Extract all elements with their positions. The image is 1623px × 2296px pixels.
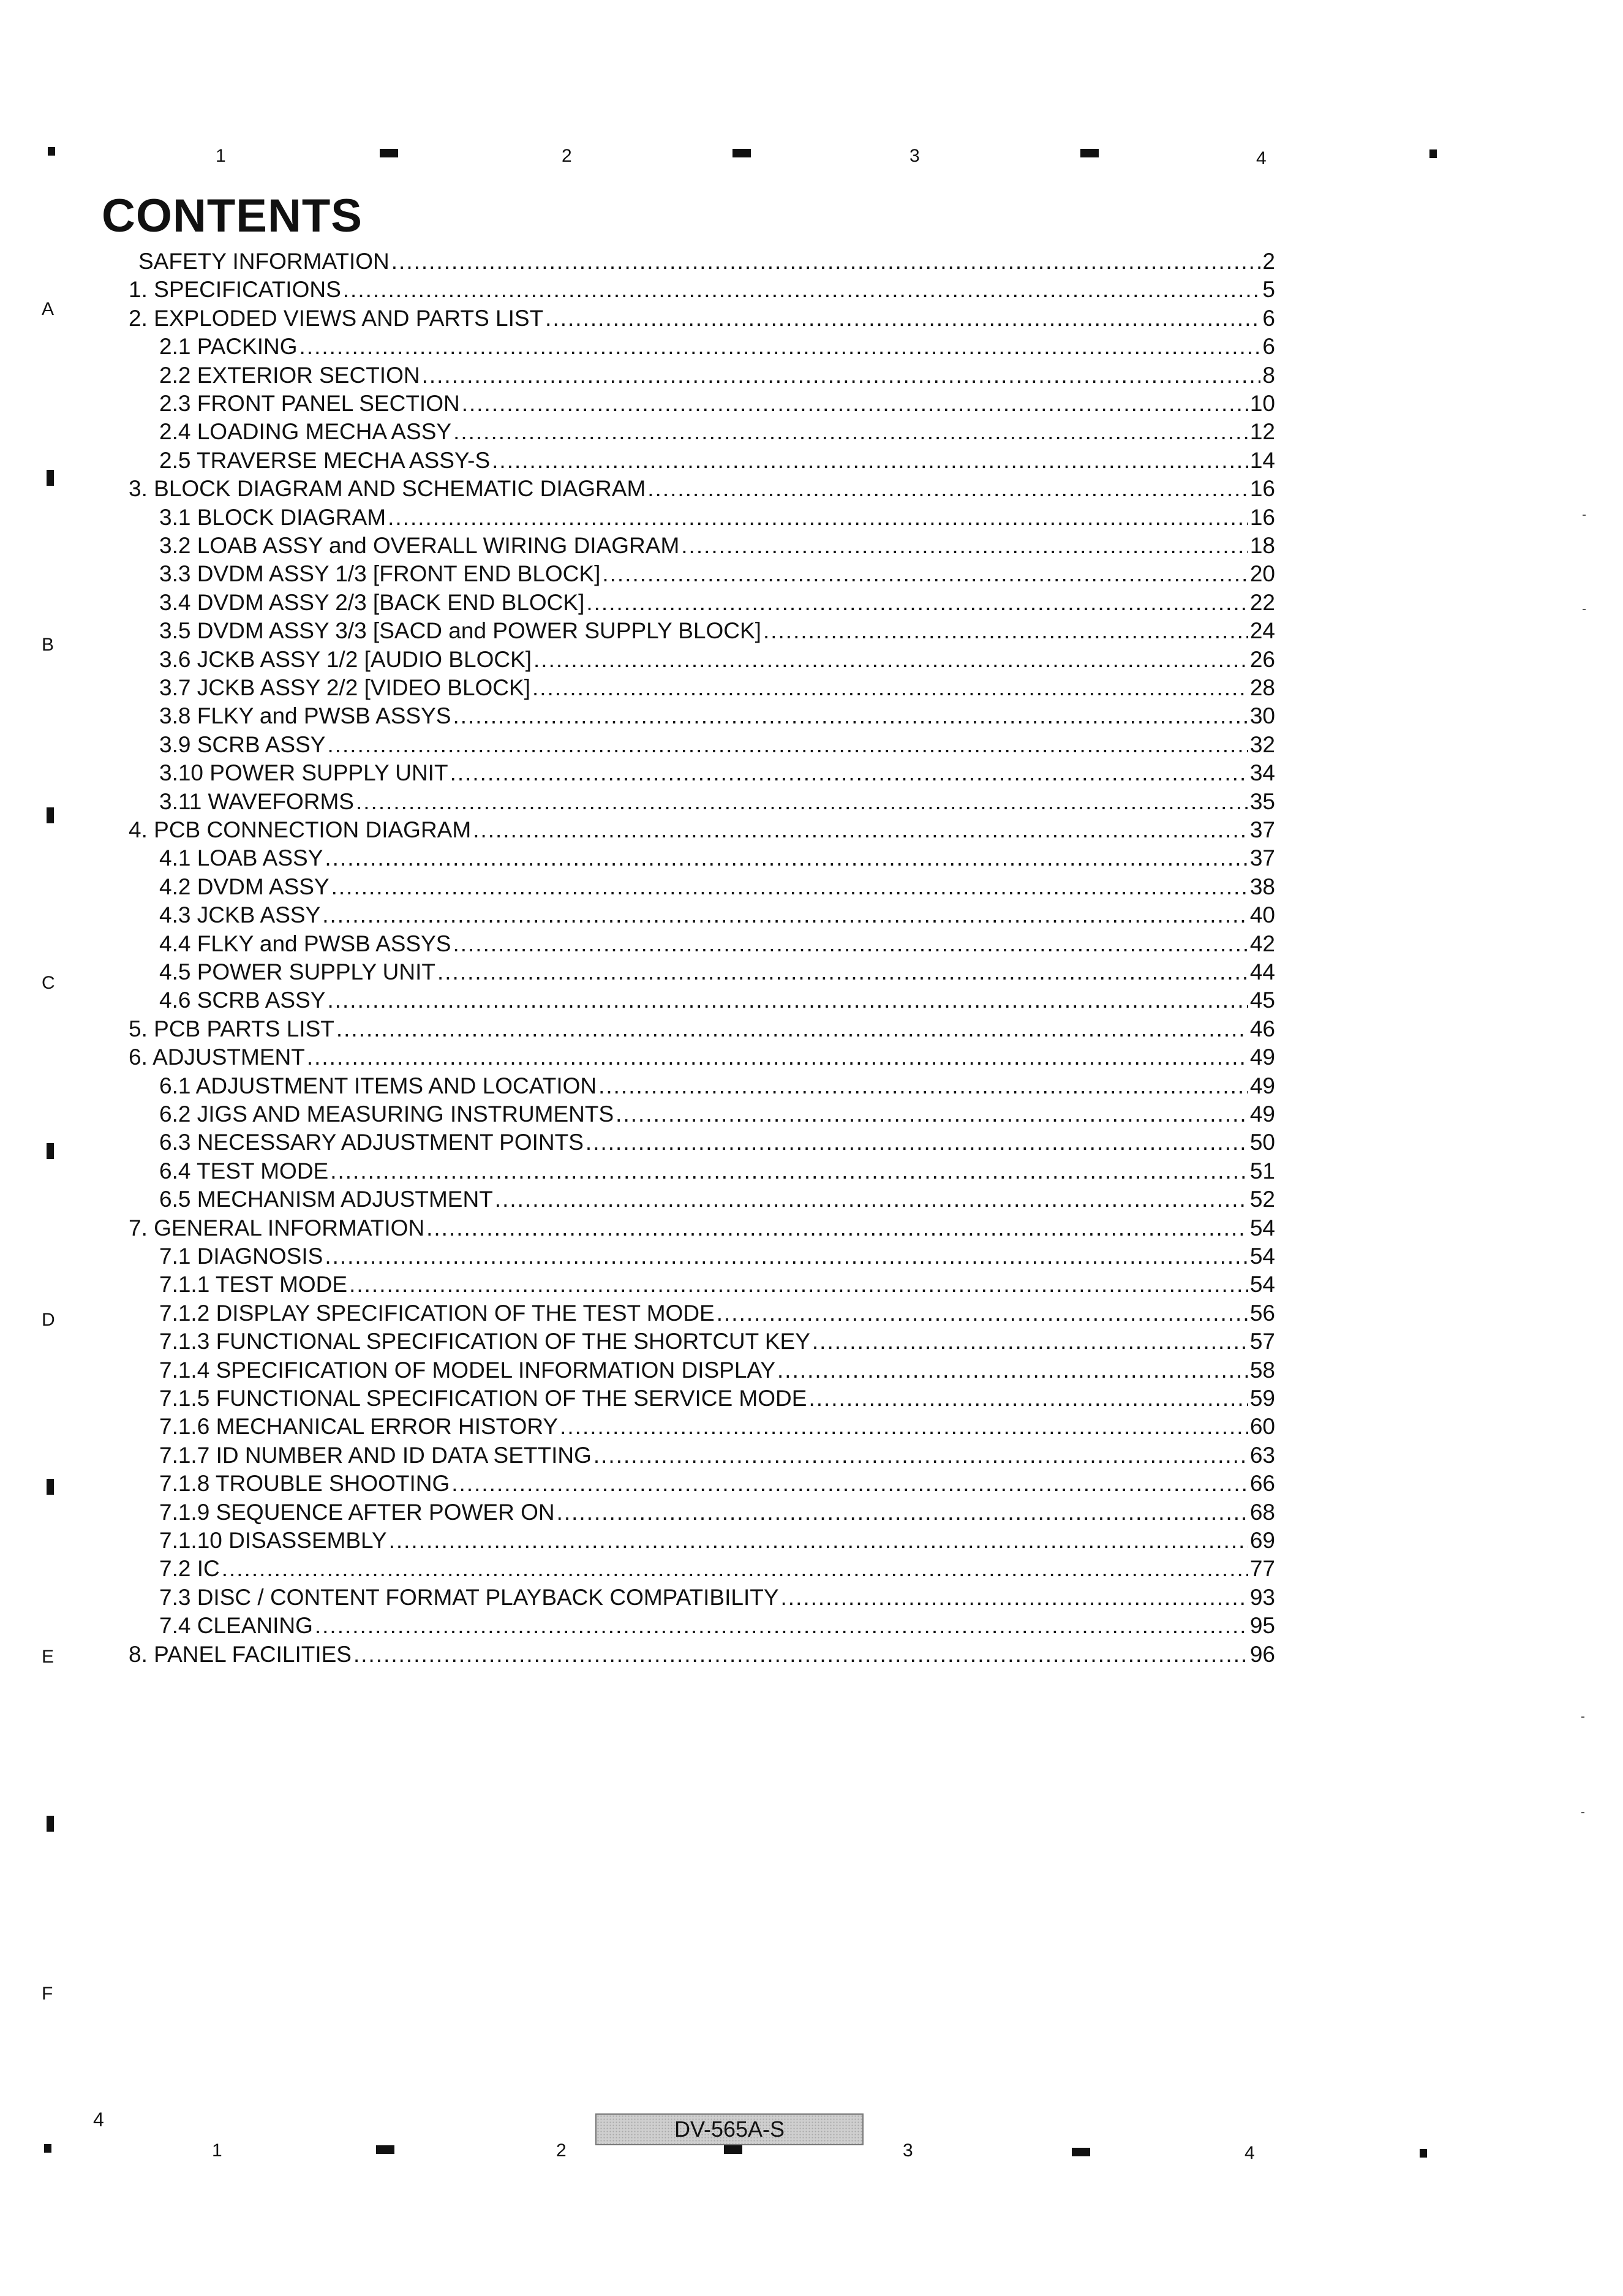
toc-entry-label: 6.3 NECESSARY ADJUSTMENT POINTS bbox=[159, 1130, 584, 1155]
toc-entry-page: 54 bbox=[1249, 1215, 1275, 1241]
column-tick-bottom bbox=[376, 2145, 394, 2154]
toc-dot-leader bbox=[299, 333, 1261, 361]
toc-entry-page: 54 bbox=[1249, 1272, 1275, 1297]
column-number-top: 2 bbox=[562, 146, 572, 166]
toc-entry[interactable] bbox=[159, 1441, 1275, 1470]
toc-entry-label: 7. GENERAL INFORMATION bbox=[129, 1215, 425, 1241]
toc-entry[interactable] bbox=[159, 447, 1275, 475]
toc-dot-leader bbox=[808, 1384, 1248, 1413]
toc-entry-label: 3.7 JCKB ASSY 2/2 [VIDEO BLOCK] bbox=[159, 675, 530, 700]
toc-entry[interactable] bbox=[159, 1584, 1275, 1612]
toc-entry-page: 45 bbox=[1249, 988, 1275, 1013]
toc-entry[interactable] bbox=[159, 361, 1275, 390]
scan-artifact bbox=[1583, 609, 1586, 610]
toc-entry-page: 77 bbox=[1249, 1556, 1275, 1582]
toc-entry-page: 57 bbox=[1249, 1329, 1275, 1354]
toc-dot-leader bbox=[492, 447, 1248, 475]
toc-entry-label: 3.11 WAVEFORMS bbox=[159, 788, 354, 814]
toc-dot-leader bbox=[327, 986, 1248, 1014]
column-tick-top bbox=[732, 149, 751, 157]
toc-entry-page: 60 bbox=[1249, 1414, 1275, 1440]
toc-dot-leader bbox=[812, 1327, 1248, 1356]
toc-entry-label: 7.3 DISC / CONTENT FORMAT PLAYBACK COMPATIBILITY bbox=[159, 1584, 779, 1610]
toc-entry-label: 3.10 POWER SUPPLY UNIT bbox=[159, 760, 448, 786]
toc-entry[interactable] bbox=[159, 1612, 1275, 1640]
toc-entry-page: 12 bbox=[1249, 419, 1275, 445]
toc-entry-page: 28 bbox=[1249, 675, 1275, 700]
toc-entry-page: 56 bbox=[1249, 1300, 1275, 1326]
corner-mark-top-right bbox=[1429, 149, 1437, 158]
toc-entry[interactable] bbox=[159, 1242, 1275, 1271]
corner-mark-bottom-right bbox=[1420, 2149, 1427, 2158]
toc-dot-leader bbox=[586, 1128, 1248, 1157]
toc-entry-page: 20 bbox=[1249, 561, 1275, 587]
toc-dot-leader bbox=[450, 759, 1248, 787]
toc-entry[interactable] bbox=[159, 901, 1275, 929]
toc-entry[interactable] bbox=[159, 1527, 1275, 1555]
column-number-top: 3 bbox=[909, 146, 920, 166]
toc-dot-leader bbox=[781, 1584, 1248, 1612]
toc-entry[interactable] bbox=[159, 1555, 1275, 1583]
toc-dot-leader bbox=[330, 1157, 1248, 1185]
toc-dot-leader bbox=[453, 930, 1248, 958]
row-mark bbox=[47, 1816, 54, 1832]
toc-dot-leader bbox=[388, 504, 1248, 532]
toc-entry[interactable] bbox=[159, 418, 1275, 446]
toc-entry-label: 1. SPECIFICATIONS bbox=[129, 277, 341, 303]
toc-entry-page: 63 bbox=[1249, 1442, 1275, 1468]
toc-entry-page: 10 bbox=[1249, 391, 1275, 416]
scan-artifact bbox=[1581, 1716, 1584, 1718]
toc-entry[interactable] bbox=[159, 731, 1275, 759]
toc-entry[interactable] bbox=[159, 333, 1275, 361]
toc-entry-page: 49 bbox=[1249, 1073, 1275, 1098]
toc-entry-label: 2.1 PACKING bbox=[159, 334, 298, 360]
toc-entry-page: 8 bbox=[1262, 362, 1275, 388]
toc-entry-label: 2.3 FRONT PANEL SECTION bbox=[159, 391, 460, 416]
toc-entry[interactable] bbox=[129, 304, 1275, 333]
toc-dot-leader bbox=[453, 702, 1248, 730]
toc-dot-leader bbox=[451, 1470, 1248, 1498]
toc-entry-page: 35 bbox=[1249, 788, 1275, 814]
toc-dot-leader bbox=[763, 617, 1248, 645]
toc-entry-label: 3.8 FLKY and PWSB ASSYS bbox=[159, 703, 451, 729]
toc-entry[interactable] bbox=[129, 1641, 1275, 1669]
toc-entry-label: 6. ADJUSTMENT bbox=[129, 1044, 305, 1070]
toc-entry-page: 5 bbox=[1262, 277, 1275, 303]
toc-dot-leader bbox=[557, 1498, 1248, 1527]
toc-entry-label: 3.2 LOAB ASSY and OVERALL WIRING DIAGRAM bbox=[159, 533, 680, 558]
toc-entry[interactable] bbox=[129, 276, 1275, 304]
toc-entry-label: 3.3 DVDM ASSY 1/3 [FRONT END BLOCK] bbox=[159, 561, 601, 587]
model-name-label: DV-565A-S bbox=[595, 2113, 864, 2145]
toc-entry-page: 14 bbox=[1249, 447, 1275, 473]
toc-entry-page: 54 bbox=[1249, 1244, 1275, 1269]
toc-entry-label: 7.1.3 FUNCTIONAL SPECIFICATION OF THE SHORTCUT KEY bbox=[159, 1329, 810, 1354]
toc-entry[interactable] bbox=[159, 1072, 1275, 1100]
toc-dot-leader bbox=[717, 1299, 1248, 1327]
row-mark bbox=[47, 1479, 54, 1495]
toc-entry[interactable] bbox=[159, 1128, 1275, 1157]
toc-dot-leader bbox=[391, 247, 1261, 276]
toc-dot-leader bbox=[473, 816, 1248, 844]
toc-dot-leader bbox=[331, 873, 1248, 901]
row-letter: E bbox=[42, 1647, 55, 1667]
toc-dot-leader bbox=[598, 1072, 1248, 1100]
toc-entry[interactable] bbox=[159, 1185, 1275, 1214]
toc-entry[interactable] bbox=[159, 873, 1275, 901]
column-tick-top bbox=[1080, 149, 1099, 157]
toc-dot-leader bbox=[495, 1185, 1248, 1214]
toc-entry-page: 18 bbox=[1249, 533, 1275, 558]
toc-entry[interactable] bbox=[159, 844, 1275, 872]
page-title: CONTENTS bbox=[102, 190, 363, 242]
toc-entry[interactable] bbox=[129, 1043, 1275, 1071]
toc-dot-leader bbox=[325, 844, 1248, 872]
toc-dot-leader bbox=[437, 958, 1248, 986]
column-number-bottom: 1 bbox=[212, 2140, 222, 2161]
toc-entry-label: 3.4 DVDM ASSY 2/3 [BACK END BLOCK] bbox=[159, 589, 585, 615]
toc-entry-label: 7.1.7 ID NUMBER AND ID DATA SETTING bbox=[159, 1442, 592, 1468]
toc-entry-page: 46 bbox=[1249, 1016, 1275, 1041]
toc-entry-label: SAFETY INFORMATION bbox=[138, 249, 390, 274]
toc-entry-page: 51 bbox=[1249, 1158, 1275, 1184]
toc-entry[interactable] bbox=[159, 1327, 1275, 1356]
toc-dot-leader bbox=[422, 361, 1261, 390]
column-number-top: 4 bbox=[1256, 148, 1267, 168]
toc-entry[interactable] bbox=[159, 1384, 1275, 1413]
row-mark bbox=[47, 470, 54, 486]
toc-dot-leader bbox=[545, 304, 1260, 333]
toc-entry[interactable] bbox=[159, 1271, 1275, 1299]
toc-entry-label: 4.5 POWER SUPPLY UNIT bbox=[159, 959, 435, 984]
toc-dot-leader bbox=[532, 674, 1248, 702]
toc-entry-label: 4.1 LOAB ASSY bbox=[159, 845, 323, 871]
toc-entry[interactable] bbox=[129, 1015, 1275, 1043]
toc-entry-label: 7.4 CLEANING bbox=[159, 1613, 313, 1639]
toc-entry-page: 24 bbox=[1249, 618, 1275, 644]
toc-entry-label: 2. EXPLODED VIEWS AND PARTS LIST bbox=[129, 305, 544, 331]
toc-entry-label: 7.1 DIAGNOSIS bbox=[159, 1244, 323, 1269]
toc-entry-label: 4.6 SCRB ASSY bbox=[159, 988, 326, 1013]
toc-entry-label: 2.2 EXTERIOR SECTION bbox=[159, 362, 420, 388]
toc-entry-label: 6.4 TEST MODE bbox=[159, 1158, 329, 1184]
toc-dot-leader bbox=[602, 560, 1248, 588]
toc-entry-label: 3.1 BLOCK DIAGRAM bbox=[159, 504, 386, 530]
toc-entry-label: 3.9 SCRB ASSY bbox=[159, 731, 326, 757]
toc-dot-leader bbox=[322, 901, 1248, 929]
toc-entry-page: 34 bbox=[1249, 760, 1275, 786]
toc-entry[interactable] bbox=[159, 1498, 1275, 1527]
toc-entry[interactable] bbox=[159, 1299, 1275, 1327]
toc-entry-page: 96 bbox=[1249, 1641, 1275, 1667]
toc-entry[interactable] bbox=[159, 674, 1275, 702]
toc-entry-page: 50 bbox=[1249, 1130, 1275, 1155]
toc-entry-label: 7.1.10 DISASSEMBLY bbox=[159, 1528, 387, 1553]
toc-entry-label: 3.5 DVDM ASSY 3/3 [SACD and POWER SUPPLY BLOCK] bbox=[159, 618, 761, 644]
toc-entry-page: 16 bbox=[1249, 476, 1275, 502]
toc-entry-page: 32 bbox=[1249, 731, 1275, 757]
toc-entry-page: 6 bbox=[1262, 334, 1275, 360]
toc-entry[interactable] bbox=[159, 986, 1275, 1014]
row-letter: C bbox=[42, 973, 55, 993]
toc-dot-leader bbox=[586, 589, 1248, 617]
toc-entry-label: 7.1.1 TEST MODE bbox=[159, 1272, 348, 1297]
toc-entry-label: 7.1.9 SEQUENCE AFTER POWER ON bbox=[159, 1499, 555, 1525]
toc-entry-label: 3. BLOCK DIAGRAM AND SCHEMATIC DIAGRAM bbox=[129, 476, 646, 502]
toc-entry-page: 58 bbox=[1249, 1357, 1275, 1383]
toc-dot-leader bbox=[327, 731, 1248, 759]
toc-entry-label: 6.5 MECHANISM ADJUSTMENT bbox=[159, 1187, 493, 1212]
toc-entry-label: 7.1.4 SPECIFICATION OF MODEL INFORMATION DISPLAY bbox=[159, 1357, 776, 1383]
toc-entry-page: 52 bbox=[1249, 1187, 1275, 1212]
toc-entry-label: 4.4 FLKY and PWSB ASSYS bbox=[159, 931, 451, 956]
corner-mark-top-left bbox=[48, 147, 55, 156]
toc-entry[interactable] bbox=[159, 617, 1275, 645]
toc-entry[interactable] bbox=[159, 589, 1275, 617]
toc-dot-leader bbox=[307, 1043, 1248, 1071]
toc-entry-label: 7.1.8 TROUBLE SHOOTING bbox=[159, 1471, 450, 1497]
column-number-bottom: 4 bbox=[1245, 2143, 1255, 2163]
toc-entry-label: 4. PCB CONNECTION DIAGRAM bbox=[129, 817, 472, 842]
toc-entry-label: 7.1.6 MECHANICAL ERROR HISTORY bbox=[159, 1414, 559, 1440]
toc-entry[interactable] bbox=[129, 816, 1275, 844]
toc-entry-label: 6.2 JIGS AND MEASURING INSTRUMENTS bbox=[159, 1101, 614, 1127]
toc-entry[interactable] bbox=[159, 759, 1275, 787]
toc-entry[interactable] bbox=[159, 1413, 1275, 1441]
toc-entry[interactable] bbox=[159, 504, 1275, 532]
toc-entry[interactable] bbox=[159, 532, 1275, 560]
toc-entry[interactable] bbox=[159, 1100, 1275, 1128]
toc-entry-page: 2 bbox=[1262, 249, 1275, 274]
toc-dot-leader bbox=[777, 1356, 1248, 1384]
toc-entry-page: 69 bbox=[1249, 1528, 1275, 1553]
toc-dot-leader bbox=[533, 646, 1248, 674]
row-letter: A bbox=[42, 299, 55, 319]
toc-entry[interactable] bbox=[159, 788, 1275, 816]
scan-artifact bbox=[1583, 515, 1586, 516]
toc-dot-leader bbox=[315, 1612, 1248, 1640]
toc-entry[interactable] bbox=[159, 1356, 1275, 1384]
toc-entry[interactable] bbox=[138, 247, 1275, 276]
row-letter: F bbox=[42, 1984, 53, 2004]
page-number: 4 bbox=[93, 2109, 104, 2131]
toc-dot-leader bbox=[681, 532, 1248, 560]
toc-entry-page: 49 bbox=[1249, 1101, 1275, 1127]
toc-entry-label: 6.1 ADJUSTMENT ITEMS AND LOCATION bbox=[159, 1073, 597, 1098]
column-tick-bottom bbox=[1072, 2148, 1090, 2156]
toc-entry-label: 5. PCB PARTS LIST bbox=[129, 1016, 334, 1041]
toc-dot-leader bbox=[593, 1441, 1248, 1470]
toc-entry[interactable] bbox=[159, 702, 1275, 730]
toc-entry-label: 3.6 JCKB ASSY 1/2 [AUDIO BLOCK] bbox=[159, 646, 532, 672]
toc-entry-page: 42 bbox=[1249, 931, 1275, 956]
corner-mark-bottom-left bbox=[44, 2144, 51, 2153]
row-letter: B bbox=[42, 635, 55, 655]
toc-entry[interactable] bbox=[159, 646, 1275, 674]
toc-entry[interactable] bbox=[159, 1157, 1275, 1185]
toc-entry[interactable] bbox=[129, 1214, 1275, 1242]
toc-dot-leader bbox=[453, 418, 1248, 446]
toc-dot-leader bbox=[349, 1271, 1248, 1299]
toc-dot-leader bbox=[336, 1015, 1248, 1043]
toc-entry-page: 22 bbox=[1249, 589, 1275, 615]
toc-dot-leader bbox=[389, 1527, 1248, 1555]
toc-entry-label: 4.3 JCKB ASSY bbox=[159, 902, 321, 928]
toc-entry-label: 2.4 LOADING MECHA ASSY bbox=[159, 419, 452, 445]
toc-dot-leader bbox=[426, 1214, 1248, 1242]
toc-entry-page: 6 bbox=[1262, 305, 1275, 331]
toc-entry-page: 16 bbox=[1249, 504, 1275, 530]
toc-dot-leader bbox=[616, 1100, 1248, 1128]
row-letter: D bbox=[42, 1310, 55, 1330]
column-number-top: 1 bbox=[216, 146, 226, 166]
scan-artifact bbox=[1581, 1812, 1584, 1813]
toc-entry[interactable] bbox=[159, 390, 1275, 418]
toc-entry-page: 30 bbox=[1249, 703, 1275, 729]
toc-entry-page: 66 bbox=[1249, 1471, 1275, 1497]
toc-entry-page: 44 bbox=[1249, 959, 1275, 984]
column-number-bottom: 2 bbox=[556, 2140, 567, 2161]
toc-entry-page: 37 bbox=[1249, 817, 1275, 842]
toc-dot-leader bbox=[222, 1555, 1248, 1583]
toc-entry-label: 7.1.5 FUNCTIONAL SPECIFICATION OF THE SERVICE MODE bbox=[159, 1386, 807, 1411]
row-mark bbox=[47, 1143, 54, 1159]
toc-entry-page: 37 bbox=[1249, 845, 1275, 871]
toc-entry-page: 68 bbox=[1249, 1499, 1275, 1525]
toc-dot-leader bbox=[560, 1413, 1248, 1441]
toc-dot-leader bbox=[353, 1641, 1248, 1669]
toc-entry[interactable] bbox=[159, 560, 1275, 588]
toc-entry[interactable] bbox=[129, 475, 1275, 503]
toc-entry[interactable] bbox=[159, 1470, 1275, 1498]
column-tick-top bbox=[380, 149, 398, 157]
toc-entry-label: 4.2 DVDM ASSY bbox=[159, 874, 329, 899]
toc-entry-label: 7.1.2 DISPLAY SPECIFICATION OF THE TEST MODE bbox=[159, 1300, 715, 1326]
toc-entry-page: 93 bbox=[1249, 1584, 1275, 1610]
toc-dot-leader bbox=[356, 788, 1248, 816]
toc-entry-page: 59 bbox=[1249, 1386, 1275, 1411]
toc-entry-page: 26 bbox=[1249, 646, 1275, 672]
toc-dot-leader bbox=[647, 475, 1248, 503]
toc-entry[interactable] bbox=[159, 958, 1275, 986]
toc-entry-page: 95 bbox=[1249, 1613, 1275, 1639]
toc-entry-label: 7.2 IC bbox=[159, 1556, 220, 1582]
toc-entry-page: 40 bbox=[1249, 902, 1275, 928]
toc-entry-label: 8. PANEL FACILITIES bbox=[129, 1641, 352, 1667]
toc-entry[interactable] bbox=[159, 930, 1275, 958]
toc-entry-page: 49 bbox=[1249, 1044, 1275, 1070]
toc-dot-leader bbox=[343, 276, 1261, 304]
row-mark bbox=[47, 807, 54, 823]
column-number-bottom: 3 bbox=[903, 2140, 913, 2161]
column-tick-bottom bbox=[724, 2145, 742, 2154]
toc-entry-label: 2.5 TRAVERSE MECHA ASSY-S bbox=[159, 447, 491, 473]
toc-dot-leader bbox=[325, 1242, 1248, 1271]
toc-dot-leader bbox=[462, 390, 1248, 418]
toc-entry-page: 38 bbox=[1249, 874, 1275, 899]
